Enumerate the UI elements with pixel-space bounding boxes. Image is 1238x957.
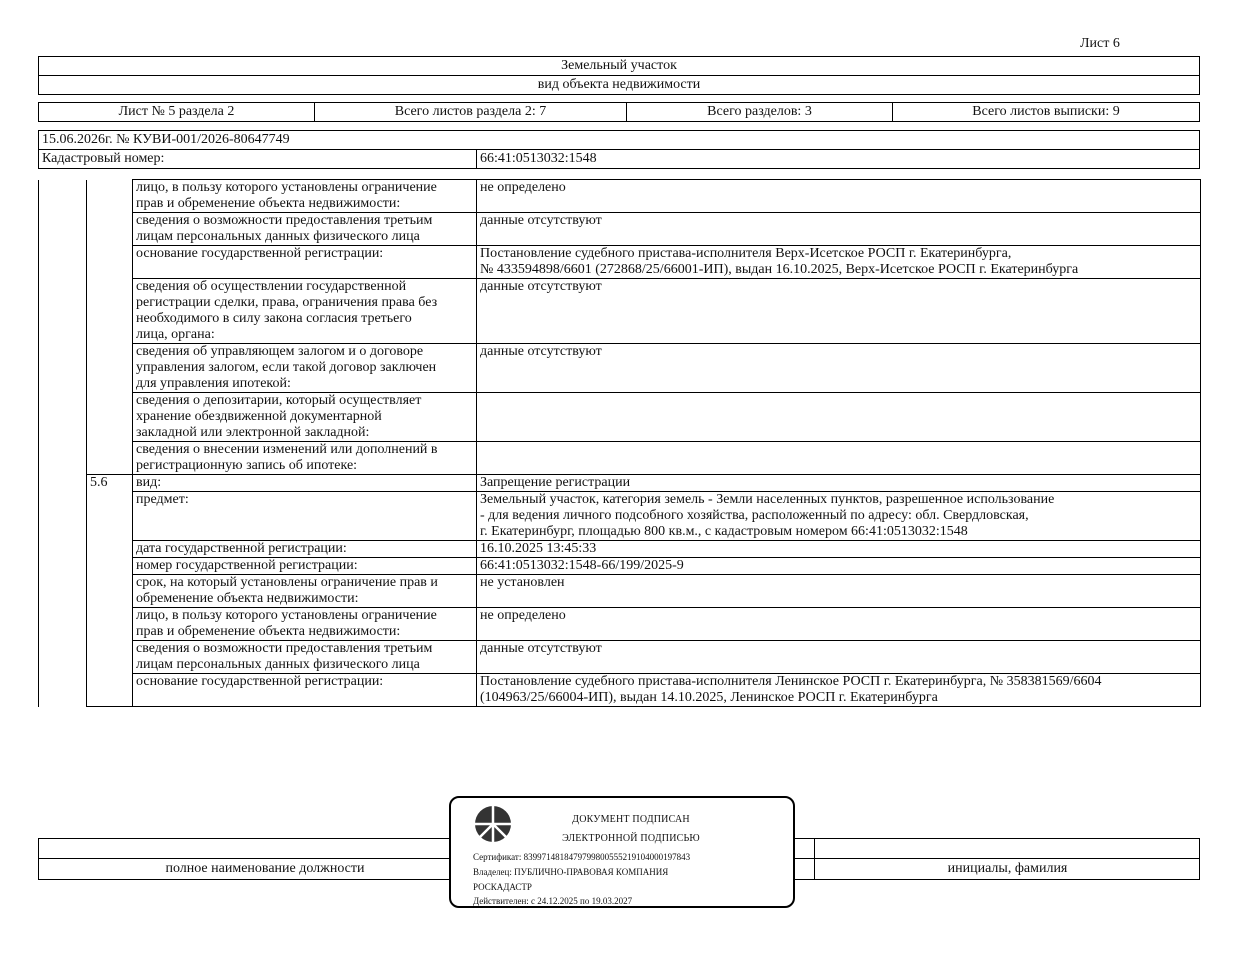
row-value: [477, 393, 1201, 442]
row-number: [87, 608, 133, 641]
row-number: [87, 344, 133, 393]
table-row: [39, 279, 1201, 344]
row-label: дата государственной регистрации:: [133, 541, 477, 558]
table-row: [39, 344, 1201, 393]
table-row: [39, 180, 1201, 213]
row-outer-cell: [39, 674, 87, 707]
sheet-number: Лист 6: [1080, 36, 1120, 51]
row-outer-cell: [39, 246, 87, 279]
row-label: основание государственной регистрации:: [133, 246, 477, 279]
table-row: [39, 541, 1201, 558]
table-row: [39, 213, 1201, 246]
row-label: лицо, в пользу которого установлены ограничение прав и обременение объекта недвижимости:: [133, 180, 477, 213]
sheets-total: Всего листов выписки: 9: [892, 102, 1200, 122]
row-outer-cell: [39, 475, 87, 492]
row-value: Постановление судебного пристава-исполнителя Ленинское РОСП г. Екатеринбурга, № 358381569/6604 (104963/25/66004-ИП), выдан 14.10.2025, Ленинское РОСП г. Екатеринбурга: [477, 674, 1201, 707]
row-outer-cell: [39, 344, 87, 393]
row-number: [87, 575, 133, 608]
row-value: данные отсутствуют: [477, 213, 1201, 246]
row-value: Земельный участок, категория земель - Земли населенных пунктов, разрешенное использование - для ведения личного подсобного хозяйства, расположенный по адресу: обл. Свердловская, г. Екатеринбург, площадью 800 кв.м., с кадастровым номером 66:41:0513032:1548: [477, 492, 1201, 541]
stamp-certificate: Сертификат: 8399714818479799800555219104000197843: [473, 852, 691, 862]
row-value: не определено: [477, 608, 1201, 641]
row-outer-cell: [39, 279, 87, 344]
table-row: [39, 246, 1201, 279]
table-row: [39, 442, 1201, 475]
object-type: Земельный участок: [38, 56, 1200, 76]
row-number: [87, 180, 133, 213]
row-outer-cell: [39, 213, 87, 246]
cadastral-label: Кадастровый номер:: [38, 149, 477, 169]
row-number: [87, 213, 133, 246]
row-label: предмет:: [133, 492, 477, 541]
e-signature-stamp: [449, 796, 795, 908]
row-label: сведения об управляющем залогом и о договоре управления залогом, если такой договор заключен для управления ипотекой:: [133, 344, 477, 393]
row-outer-cell: [39, 608, 87, 641]
roskadastr-logo-icon: [473, 804, 513, 844]
stamp-valid: Действителен: с 24.12.2025 по 19.03.2027: [473, 896, 633, 906]
row-label: основание государственной регистрации:: [133, 674, 477, 707]
sections-total: Всего разделов: 3: [626, 102, 893, 122]
section-sheets-count: Всего листов раздела 2: 7: [314, 102, 627, 122]
table-row: [39, 674, 1201, 707]
stamp-owner: Владелец: ПУБЛИЧНО-ПРАВОВАЯ КОМПАНИЯ РОСКАДАСТР: [473, 867, 669, 892]
stamp-line2: ЭЛЕКТРОННОЙ ПОДПИСЬЮ: [562, 833, 700, 844]
row-outer-cell: [39, 541, 87, 558]
table-row: [39, 393, 1201, 442]
row-number: [87, 442, 133, 475]
row-label: вид:: [133, 475, 477, 492]
row-value: Постановление судебного пристава-исполнителя Верх-Исетское РОСП г. Екатеринбурга, № 433594898/6601 (272868/25/66001-ИП), выдан 16.10.2025, Верх-Исетское РОСП г. Екатеринбурга: [477, 246, 1201, 279]
cadastral-number: 66:41:0513032:1548: [476, 149, 1200, 169]
object-type-caption: вид объекта недвижимости: [38, 75, 1200, 95]
row-value: 16.10.2025 13:45:33: [477, 541, 1201, 558]
row-label: сведения о депозитарии, который осуществляет хранение обездвиженной документарной закладной или электронной закладной:: [133, 393, 477, 442]
name-caption: инициалы, фамилия: [947, 861, 1068, 876]
row-number: [87, 541, 133, 558]
row-value: не определено: [477, 180, 1201, 213]
row-label: лицо, в пользу которого установлены ограничение прав и обременение объекта недвижимости:: [133, 608, 477, 641]
row-number: [87, 492, 133, 541]
row-outer-cell: [39, 558, 87, 575]
section-sheet: Лист № 5 раздела 2: [38, 102, 315, 122]
row-label: срок, на который установлены ограничение прав и обременение объекта недвижимости:: [133, 575, 477, 608]
encumbrance-rows: [39, 180, 1201, 707]
row-outer-cell: [39, 492, 87, 541]
row-label: сведения о возможности предоставления третьим лицам персональных данных физического лица: [133, 213, 477, 246]
row-outer-cell: [39, 575, 87, 608]
row-label: сведения об осуществлении государственной регистрации сделки, права, ограничения права без необходимого в силу закона согласия третьего лица, органа:: [133, 279, 477, 344]
row-outer-cell: [39, 180, 87, 213]
table-row: [39, 575, 1201, 608]
row-number: [87, 558, 133, 575]
doc-number: 15.06.2026г. № КУВИ-001/2026-80647749: [38, 130, 1200, 150]
table-row: [39, 492, 1201, 541]
table-row: [39, 475, 1201, 492]
row-value: данные отсутствуют: [477, 279, 1201, 344]
encumbrance-table: [38, 179, 1201, 707]
row-value: данные отсутствуют: [477, 641, 1201, 674]
row-outer-cell: [39, 442, 87, 475]
row-outer-cell: [39, 641, 87, 674]
row-label: номер государственной регистрации:: [133, 558, 477, 575]
row-value: данные отсутствуют: [477, 344, 1201, 393]
row-number: [87, 641, 133, 674]
row-number: [87, 393, 133, 442]
position-caption: полное наименование должности: [165, 861, 365, 876]
row-value: 66:41:0513032:1548-66/199/2025-9: [477, 558, 1201, 575]
row-value: Запрещение регистрации: [477, 475, 1201, 492]
table-row: [39, 641, 1201, 674]
stamp-line1: ДОКУМЕНТ ПОДПИСАН: [572, 814, 690, 825]
row-label: сведения о возможности предоставления третьим лицам персональных данных физического лица: [133, 641, 477, 674]
row-value: [477, 442, 1201, 475]
row-outer-cell: [39, 393, 87, 442]
row-number: [87, 279, 133, 344]
row-number: [87, 246, 133, 279]
table-row: [39, 558, 1201, 575]
row-label: сведения о внесении изменений или дополнений в регистрационную запись об ипотеке:: [133, 442, 477, 475]
row-number: [87, 674, 133, 707]
row-value: не установлен: [477, 575, 1201, 608]
table-row: [39, 608, 1201, 641]
row-number: 5.6: [87, 475, 133, 492]
